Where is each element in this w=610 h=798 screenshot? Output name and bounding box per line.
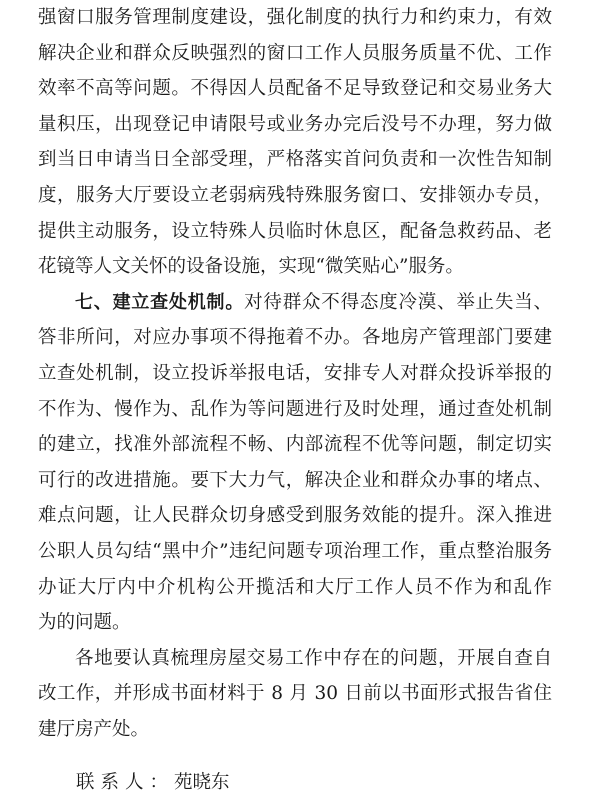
text-line: 难点问题，让人民群众切身感受到服务效能的提升。深入推进 <box>38 505 552 527</box>
contact-line <box>76 768 230 794</box>
text-line: 到当日申请当日全部受理，严格落实首问负责和一次性告知制 <box>38 149 552 171</box>
text-line: 公职人员勾结“黑中介”违纪问题专项治理工作，重点整治服务 <box>38 540 552 562</box>
section-heading-rest: 对待群众不得态度冷漠、举止失当、 <box>244 291 552 313</box>
text-line: 答非所问，对应办事项不得拖着不办。各地房产管理部门要建 <box>38 327 552 349</box>
paragraph-service-window <box>38 0 552 285</box>
text-line: 提供主动服务，设立特殊人员临时休息区，配备急救药品、老 <box>38 220 552 242</box>
text-line: 立查处机制，设立投诉举报电话，安排专人对群众投诉举报的 <box>38 362 552 384</box>
text-line: 强窗口服务管理制度建设，强化制度的执行力和约束力，有效 <box>38 7 552 28</box>
text-line: 不作为、慢作为、乱作为等问题进行及时处理，通过查处机制 <box>38 398 552 420</box>
text-line: 建厅房产处。 <box>38 718 150 740</box>
text-line: 效率不高等问题。不得因人员配备不足导致登记和交易业务大 <box>38 78 552 100</box>
text-line: 解决企业和群众反映强烈的窗口工作人员服务质量不优、工作 <box>38 42 552 64</box>
text-line: 为的问题。 <box>38 612 131 634</box>
text-line: 量积压，出现登记申请限号或业务办完后没号不办理，努力做 <box>38 113 552 135</box>
text-line: 的建立，找准外部流程不畅、内部流程不优等问题，制定切实 <box>38 434 552 456</box>
contact-name: 苑晓东 <box>174 772 230 793</box>
section-heading: 七、建立查处机制。 <box>75 291 245 313</box>
text-line: 度，服务大厅要设立老弱病残特殊服务窗口、安排领办专员， <box>38 184 552 206</box>
paragraph-self-inspection <box>38 641 552 748</box>
text-line: 各地要认真梳理房屋交易工作中存在的问题，开展自查自 <box>75 647 552 669</box>
text-line: 可行的改进措施。要下大力气，解决企业和群众办事的堵点、 <box>38 469 552 491</box>
text-line: 改工作，并形成书面材料于 8 月 30 日前以书面形式报告省住 <box>38 683 552 705</box>
document-body <box>38 0 552 747</box>
section-7-paragraph <box>38 285 552 641</box>
text-line: 办证大厅内中介机构公开揽活和大厅工作人员不作为和乱作 <box>38 576 552 598</box>
text-line: 花镜等人文关怀的设备设施，实现“微笑贴心”服务。 <box>38 256 464 278</box>
contact-label: 联系人： <box>76 772 175 793</box>
section-heading-line <box>38 285 552 321</box>
